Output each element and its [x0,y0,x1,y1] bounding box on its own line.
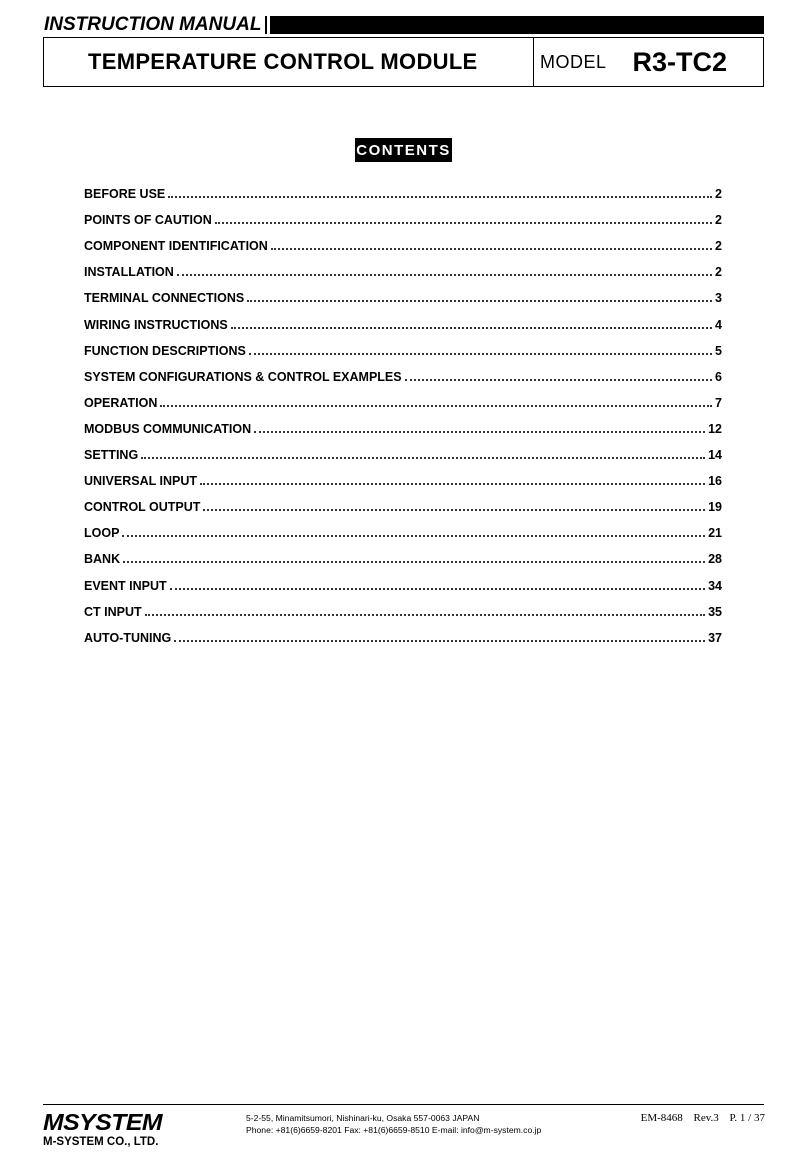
toc-entry[interactable] [84,437,722,463]
toc-entry[interactable] [84,202,722,228]
header-bar [267,16,764,34]
toc-entry-page: 16 [708,474,722,489]
toc-entry[interactable] [84,515,722,541]
toc-entry-label: BANK [84,552,121,567]
toc-entry-page: 7 [715,395,722,410]
toc-entry[interactable] [84,620,722,646]
toc-entry-page: 14 [708,448,722,463]
toc-entry-page: 21 [708,526,722,541]
toc-entry[interactable] [84,411,722,437]
dot-leader [249,353,712,355]
toc-entry[interactable] [84,463,722,489]
toc-entry-page: 2 [715,187,722,202]
toc-entry-label: CT INPUT [84,604,142,619]
footer-divider [43,1104,764,1105]
toc-entry-page: 6 [715,369,722,384]
toc-entry-page: 2 [715,265,722,280]
model-label: MODEL [540,51,607,72]
toc-entry-page: 5 [715,343,722,358]
toc-entry-page: 3 [715,291,722,306]
toc-entry-label: OPERATION [84,395,158,410]
toc-entry-page: 4 [715,317,722,332]
model-section [534,38,763,86]
toc-entry-label: EVENT INPUT [84,578,167,593]
toc-entry[interactable] [84,280,722,306]
address-line: 5-2-55, Minamitsumori, Nishinari-ku, Osaka 557-0063 JAPAN [246,1113,480,1123]
toc-entry-page: 35 [708,604,722,619]
manual-type-header [44,14,764,36]
toc-entry-label: LOOP [84,526,120,541]
toc-entry[interactable] [84,333,722,359]
doc-revision: Rev.3 [693,1112,719,1124]
toc-entry-page: 28 [708,552,722,567]
logo-wordmark: MSYSTEM [43,1109,163,1135]
toc-entry[interactable] [84,306,722,332]
contents-heading: CONTENTS [355,138,452,162]
toc-entry-page: 2 [715,239,722,254]
dot-leader [405,379,712,381]
toc-entry-page: 19 [708,500,722,515]
toc-entry[interactable] [84,489,722,515]
toc-entry-page: 37 [708,630,722,645]
toc-entry-page: 12 [708,421,722,436]
toc-entry[interactable] [84,567,722,593]
dot-leader [168,196,712,198]
dot-leader [200,483,705,485]
dot-leader [247,300,712,302]
dot-leader [231,327,712,329]
contact-line: Phone: +81(6)6659-8201 Fax: +81(6)6659-8510 E-mail: info@m-system.co.jp [246,1125,542,1135]
toc-entry[interactable] [84,594,722,620]
doc-number: EM-8468 [640,1112,683,1124]
toc-entry[interactable] [84,254,722,280]
dot-leader [123,561,705,563]
dot-leader [254,431,705,433]
company-logo [43,1110,173,1158]
toc-entry-label: FUNCTION DESCRIPTIONS [84,343,246,358]
toc-entry-page: 34 [708,578,722,593]
toc-entry-label: MODBUS COMMUNICATION [84,421,252,436]
dot-leader [203,509,705,511]
toc-entry-label: COMPONENT IDENTIFICATION [84,239,268,254]
toc-entry[interactable] [84,359,722,385]
dot-leader [170,588,705,590]
toc-entry-label: SYSTEM CONFIGURATIONS & CONTROL EXAMPLES [84,369,402,384]
toc-entry-page: 2 [715,213,722,228]
toc-entry-label: AUTO-TUNING [84,630,172,645]
toc-entry[interactable] [84,176,722,202]
model-value: R3-TC2 [632,46,728,77]
dot-leader [160,405,712,407]
company-address [246,1112,541,1136]
toc-entry-label: BEFORE USE [84,187,166,202]
dot-leader [145,614,705,616]
document-reference [641,1112,765,1124]
toc-entry-label: UNIVERSAL INPUT [84,474,197,489]
company-name: M-SYSTEM CO., LTD. [43,1136,159,1148]
dot-leader [177,274,712,276]
toc-entry-label: WIRING INSTRUCTIONS [84,317,228,332]
page-number: P. 1 / 37 [729,1112,765,1124]
dot-leader [271,248,712,250]
table-of-contents [84,176,722,646]
toc-entry-label: SETTING [84,448,139,463]
document-title: TEMPERATURE CONTROL MODULE [44,38,534,86]
toc-entry-label: POINTS OF CAUTION [84,213,212,228]
dot-leader [141,457,705,459]
manual-type-label: INSTRUCTION MANUAL [44,14,262,35]
toc-entry-label: TERMINAL CONNECTIONS [84,291,245,306]
toc-entry-label: INSTALLATION [84,265,174,280]
dot-leader [174,640,705,642]
title-box [43,37,764,87]
dot-leader [215,222,712,224]
toc-entry[interactable] [84,385,722,411]
toc-entry-label: CONTROL OUTPUT [84,500,201,515]
toc-entry[interactable] [84,541,722,567]
toc-entry[interactable] [84,228,722,254]
dot-leader [122,535,705,537]
